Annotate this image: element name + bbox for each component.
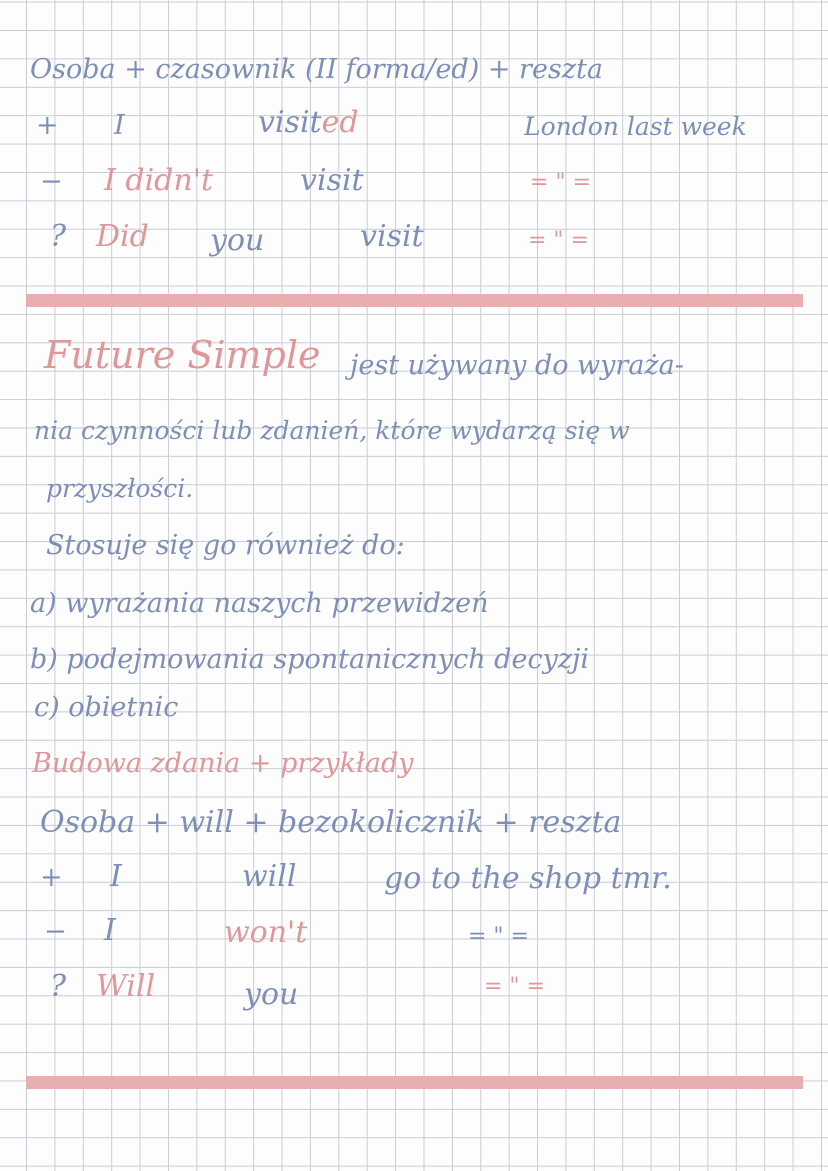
- past-negative-verb: visit: [300, 163, 364, 198]
- past-question-sign: ?: [50, 219, 67, 254]
- past-positive-verb: [258, 105, 359, 140]
- future-negative-subject: I: [104, 913, 116, 948]
- future-negative-ditto: = " =: [468, 924, 529, 949]
- past-positive-subject: I: [114, 110, 125, 141]
- future-intro-line1: jest używany do wyraża-: [350, 350, 684, 381]
- future-title: Future Simple: [44, 333, 321, 377]
- future-use-b: b) podejmowania spontanicznych decyzji: [30, 644, 590, 675]
- future-question-subject: you: [244, 977, 299, 1012]
- past-question-verb: visit: [360, 219, 424, 254]
- past-question-auxiliary: Did: [96, 219, 149, 254]
- future-intro-line3: przyszłości.: [46, 474, 194, 503]
- future-positive-subject: I: [110, 859, 122, 894]
- future-positive-rest: go to the shop tmr.: [384, 861, 672, 896]
- past-negative-auxiliary: I didn't: [104, 163, 214, 198]
- past-negative-ditto: = " =: [530, 170, 591, 195]
- past-structure-header: Osoba + czasownik (II forma/ed) + reszta: [30, 54, 603, 85]
- past-question-ditto: = " =: [528, 228, 589, 253]
- future-use-intro: Stosuje się go również do:: [46, 530, 405, 561]
- future-use-a: a) wyrażania naszych przewidzeń: [30, 588, 489, 619]
- future-negative-sign: −: [44, 916, 67, 947]
- past-negative-sign: −: [40, 166, 63, 197]
- past-question-subject: you: [210, 223, 265, 258]
- future-negative-auxiliary: won't: [224, 915, 308, 950]
- verb-ending-ed: ed: [321, 105, 359, 140]
- future-question-ditto: = " =: [484, 974, 545, 999]
- future-question-auxiliary: Will: [96, 969, 156, 1004]
- past-positive-rest: London last week: [524, 112, 747, 141]
- future-positive-sign: +: [40, 862, 63, 893]
- future-structure: Osoba + will + bezokolicznik + reszta: [40, 805, 622, 840]
- page-top-border: [26, 30, 803, 31]
- verb-base: visit: [258, 105, 322, 140]
- future-intro-line2: nia czynności lub zdanień, które wydarzą się w: [34, 416, 630, 445]
- future-question-sign: ?: [50, 969, 67, 1004]
- section-divider: [26, 294, 803, 307]
- future-use-c: c) obietnic: [34, 692, 179, 723]
- future-positive-auxiliary: will: [242, 859, 297, 894]
- build-heading: Budowa zdania + przykłady: [32, 748, 414, 779]
- past-positive-sign: +: [36, 110, 59, 141]
- bottom-divider: [26, 1076, 803, 1089]
